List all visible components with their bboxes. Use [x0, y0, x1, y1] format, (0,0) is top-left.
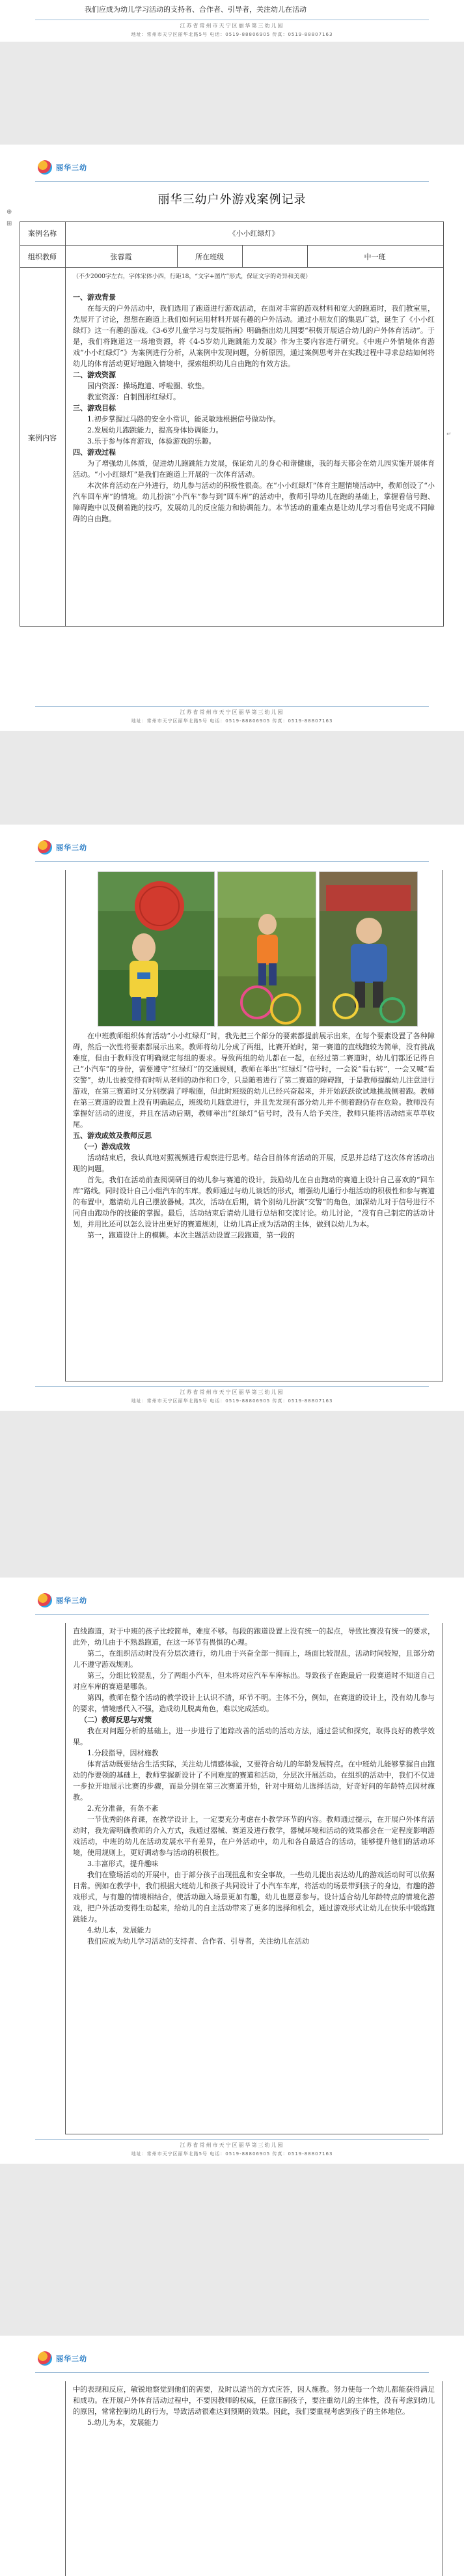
paragraph: 园内资源：操场跑道、呼啦圈、软垫。	[73, 382, 209, 390]
teacher-label: 组织教师	[28, 253, 57, 261]
paragraph: 在每天的户外活动中，我们选用了跑道进行游戏活动，在面对丰富的游戏材料和宽大的跑道时，我们教室里，先展开了讨论，想想在跑道上我们如何运用材料开展有趣的户外活动。通过小朋友们的集思广益，诞生了《小小红绿灯》这一有趣的游戏。《3-6岁儿童学习与发展指南》明确指出幼儿园要“积极开展适合幼儿的户外体育活动”。于是，我们将跑道这一场地资源，将《4-5岁幼儿跑跳能力发展》作为主要内容进行研究。《中班户外情境体育游戏“小小红绿灯”》为案例进行分析，从案例中发现问题，分析原因，通过案例思考并在实践过程中寻求总结如何将幼儿的体育活动更好地融入情境中，探索组织幼儿自由跑的有效方法。	[73, 304, 435, 368]
format-note: （不少2000字左右，字体宋体小四，行距18，“文字+图片”形式，保证文字的奇异和美观）	[73, 274, 312, 280]
margin-marker: ↵	[446, 431, 452, 438]
paragraph: 第二，在组织活动时没有分层次进行，幼儿由于兴奋全部一拥而上，场面比较混乱，活动时间较短，且部分幼儿不遵守游戏规则。	[73, 1649, 435, 1669]
section-heading: 四、游戏过程	[73, 448, 116, 457]
table-move-handle-2[interactable]: ⊞	[7, 220, 12, 227]
section-heading: （一）游戏成效	[80, 1142, 130, 1151]
paragraph: 第三，分组比较混乱，分了两组小汽车，但未将对应汽车车库标出。导致孩子在跑最后一段赛道时不知道自己对应车库的赛道是哪条。	[73, 1671, 435, 1691]
header-logo	[38, 836, 116, 858]
teacher-value: 张蓉霞	[110, 253, 132, 261]
paragraph: 1.初步掌握过马路的安全小常识，能灵敏地根据信号做动作。	[73, 415, 280, 423]
header-logo-text: 丽华三幼	[56, 163, 87, 172]
footer-school: 江苏省常州市天宁区丽华第三幼儿园	[180, 1389, 284, 1395]
paragraph: 2.发展幼儿跑跳能力，提高身体协调能力。	[73, 426, 223, 434]
paragraph: 体育活动既要结合生活实际，关注幼儿情感体验，又要符合幼儿的年龄发展特点。在中班幼儿能够掌握自由跑动的作要领的基础上，教师掌握新设计了不同难度的赛道和活动，分层次开展活动。在组织的活动中，我们不仅进一步拉开地展示比赛的步骤，而是分别在第三次赛道开始，针对中班幼儿选择活动，好奇好问的年龄特点因材施教。	[73, 1760, 435, 1802]
paragraph: 第四，教师在整个活动的教学设计上认识不清，环节不明。主体不分，例如，在赛道的设计上，没有幼儿参与的要求，情境感代入不强，造成幼儿脱离角色，难以完成活动。	[73, 1693, 435, 1713]
school-logo-icon	[38, 2351, 52, 2366]
paragraph: 在中班教师组织体育活动“小小红绿灯”时，我先把三个部分的要素都提前展示出来，在每个要素设置了各种障碍，然后一次性将要素都展示出来。教师将幼儿分成了两组，比赛开始时，第一赛道的直线跑较为简单，没有挑战难度，但由于教师没有明确规定每组的要求。导致两组的幼儿都在一起，在经过第二赛道时，幼儿们都还记得自己“小汽车”的身份，需要遵守“红绿灯”的交通规则，教师在举出“红绿灯”信号时，一会说“看右转”，一会又喊“看交警”，幼儿也被变得有时听从老师的动作和口令，只是随着进行了第二赛道的障碍跑，于是教师提醒幼儿注意进行游戏，在第三赛道时又分别摆满了呼啦圈，但此时班级的幼儿已经兴奋起来，并开始跃跃欲试地挑战侧着跑。教师在第三赛道的设置上没有明确起点，班级幼儿随意进行，并且先发现有部分幼儿并不侧着跑仍存在危险。教师没有掌握好活动的进度，并且在活动后期，教师举出“红绿灯”信号时，没有人给予关注，教师只能将活动结束草草收尾。	[73, 1032, 435, 1129]
header-logo-text: 丽华三幼	[56, 1596, 87, 1605]
case-content-body	[73, 292, 435, 524]
section-heading: 三、游戏目标	[73, 404, 116, 412]
paragraph: 为了增强幼儿体质，促进幼儿跑跳能力发展，保证幼儿的身心和谐健康，我的每天都会在幼儿园实施开展体育活动。“小小红绿灯”是我们在跑道上开展的一次体育活动。	[73, 459, 435, 479]
school-logo-icon	[38, 160, 52, 175]
paragraph: 3.丰富形式，提升趣味	[73, 1860, 159, 1868]
paragraph: 直线跑道，对于中班的孩子比较简单，难度不够。每段的跑道设置上没有统一的起点，导致比赛没有统一的要求，此外，幼儿由于不熟悉跑道，在这一环节有畏惧的心理。	[73, 1627, 435, 1647]
section-heading: 二、游戏资源	[73, 371, 116, 379]
case-name-value: 《小小红绿灯》	[228, 229, 279, 238]
header-logo-text: 丽华三幼	[56, 843, 87, 852]
paragraph: 4.幼儿本，发展能力	[73, 1926, 152, 1934]
section-heading: （二）教师反思与对策	[80, 1716, 152, 1724]
paragraph: 首先，我们在活动前查阅调研目的幼儿参与赛道的设计，鼓励幼儿在自由跑动的赛道上设计自己喜欢的“回车库”路线。同时设计自己小组汽车的车库。教师通过与幼儿谈话的形式，增强幼儿通行小组活动的积极性和参与赛道的布置中，邀请幼儿自己摆放器械。其次，活动在后期，请个别幼儿扮演“交警”的角色，加深幼儿对于信号进行不同自由跑动作的技能的掌握。最后，活动结束后请幼儿进行总结和交流讨论。幼儿讨论，“没有自己制定的活动计划，并用比还可以怎么设计出更好的赛道规则，让幼儿真正成为活动的主体，做到以幼儿为本。	[73, 1176, 435, 1228]
class-label: 所在班级	[195, 253, 224, 261]
paragraph: 2.充分准备，有条不紊	[73, 1804, 159, 1813]
case-name-label: 案例名称	[28, 229, 57, 238]
paragraph: 3.乐于参与体育游戏，体验游戏的乐趣。	[73, 437, 216, 446]
table-move-handle[interactable]: ⊕	[7, 208, 12, 216]
section-heading: 五、游戏成效及教师反思	[73, 1131, 152, 1140]
paragraph: 我们在整场活动的开展中，由于部分孩子出现扭乱和安全事故，一些幼儿提出表达幼儿的游戏活动时可以依据日常。例如在教学中，我们根据大班幼儿和孩子共同设计了小汽车车库，将活动的场景带到孩子的身边，有趣的游戏形式，与有趣的情境相结合，使活动融入场景更加有趣，幼儿也愿意参与。设计适合幼儿年龄特点的情境化游戏，把户外活动变得生动起来，给幼儿的自主活动带来了更多的选择和机会，通过游戏形式让幼儿在快乐中锻炼跑跳能力。	[73, 1871, 435, 1923]
activity-photo-3	[319, 871, 418, 1026]
page-title: 丽华三幼户外游戏案例记录	[157, 193, 307, 206]
paragraph: 我们应成为幼儿学习活动的支持者、合作者、引导者，关注幼儿在活动	[87, 1937, 309, 1946]
footer-school: 江苏省常州市天宁区丽华第三幼儿园	[180, 23, 284, 29]
school-logo-icon	[38, 840, 52, 855]
page-1	[0, 145, 464, 731]
page3-body	[73, 1626, 435, 1947]
page-fragment-top	[0, 0, 464, 42]
footer-address: 地址：常州市天宁区丽华北路5号 电话：0519-88806905 传真：0519-88807163	[131, 1398, 333, 1404]
class-value: 中一班	[364, 253, 386, 261]
paragraph: 教室资源：自制图形红绿灯。	[73, 393, 180, 401]
header-logo	[38, 1589, 116, 1611]
section-heading: 一、游戏背景	[73, 293, 116, 302]
paragraph: 第一，跑道设计上的模糊。本次主题活动设置三段跑道，第一段的	[87, 1231, 295, 1239]
paragraph: 中的表现和反应，敏锐地察觉到他们的需要，及时以适当的方式应答，因人施教。努力使每一个幼儿都能获得满足和成功。在开展户外体育活动过程中，不要因教师的权威，任意压制孩子，要注重幼儿的主体性，没有考虑到幼儿的原因，常常控制幼儿的行为，导致活动很难达到预期的效果。因此，我们要重视考虑到孩子的主体地位。	[73, 2385, 435, 2416]
page0-text: 我们应成为幼儿学习活动的支持者、合作者、引导者，关注幼儿在活动	[85, 5, 307, 14]
paragraph: 活动结束后，我认真地对照视频进行观察进行思考。结合目前体育活动的开展，反思并总结了这次体育活动出现的问题。	[73, 1154, 435, 1173]
page2-body	[73, 1030, 435, 1241]
paragraph: 1.分段指导，因材施教	[73, 1749, 159, 1757]
paragraph: 5.幼儿为本，发展能力	[73, 2418, 159, 2427]
paragraph: 本次体育活动在户外进行，幼儿参与活动的积极性很高。在“小小红绿灯”体育主题情境活动中，教师创设了“小汽车回车库”的情境。幼儿扮演“小汽车”参与到“回车库”的活动中，教师引导幼儿在跑的基础上，掌握看信号跑、障碍跑中以及侧着跑的技巧，发展幼儿的反应能力和协调能力。本节活动的重难点是让幼儿学习看信号完成不同障碍的自由跑。	[73, 481, 435, 523]
footer-address: 地址：常州市天宁区丽华北路5号 电话：0519-88806905 传真：0519-88807163	[131, 32, 333, 37]
page-2	[0, 825, 464, 1411]
activity-photo-2	[217, 871, 316, 1026]
case-content-label: 案例内容	[28, 434, 57, 442]
page-3	[0, 1578, 464, 2164]
header-logo-text: 丽华三幼	[56, 2355, 87, 2363]
page-4	[0, 2336, 464, 2576]
paragraph: 一节优秀的体育课，在教学设计上，一定要充分考虑在小教学环节的内容。教师通过提示，在开展户外体育活动时，我先需明确教师的介入方式，我通过器械、赛道及进行教学，器械环境和活动的效果都会在一定程度影响游戏活动，中班的幼儿在活动发展水平有差异，在户外活动中，幼儿和各自最适合的活动，能够提升他们的活动环境，使用规则上，更好调动参与活动的积极性。	[73, 1815, 435, 1857]
paragraph: 我在对问题分析的基础上，进一步进行了追踪改善的活动的活动方法，通过尝试和探究，取得良好的教学效果。	[73, 1727, 435, 1746]
header-logo	[38, 156, 116, 178]
activity-photo-1	[98, 871, 215, 1026]
footer-school: 江苏省常州市天宁区丽华第三幼儿园	[180, 709, 284, 715]
footer-address: 地址：常州市天宁区丽华北路5号 电话：0519-88806905 传真：0519-88807163	[131, 718, 333, 724]
footer-school: 江苏省常州市天宁区丽华第三幼儿园	[180, 2142, 284, 2148]
footer-address: 地址：常州市天宁区丽华北路5号 电话：0519-88806905 传真：0519-88807163	[131, 2151, 333, 2157]
header-logo	[38, 2347, 116, 2370]
page4-body	[73, 2384, 435, 2428]
school-logo-icon	[38, 1593, 52, 1607]
